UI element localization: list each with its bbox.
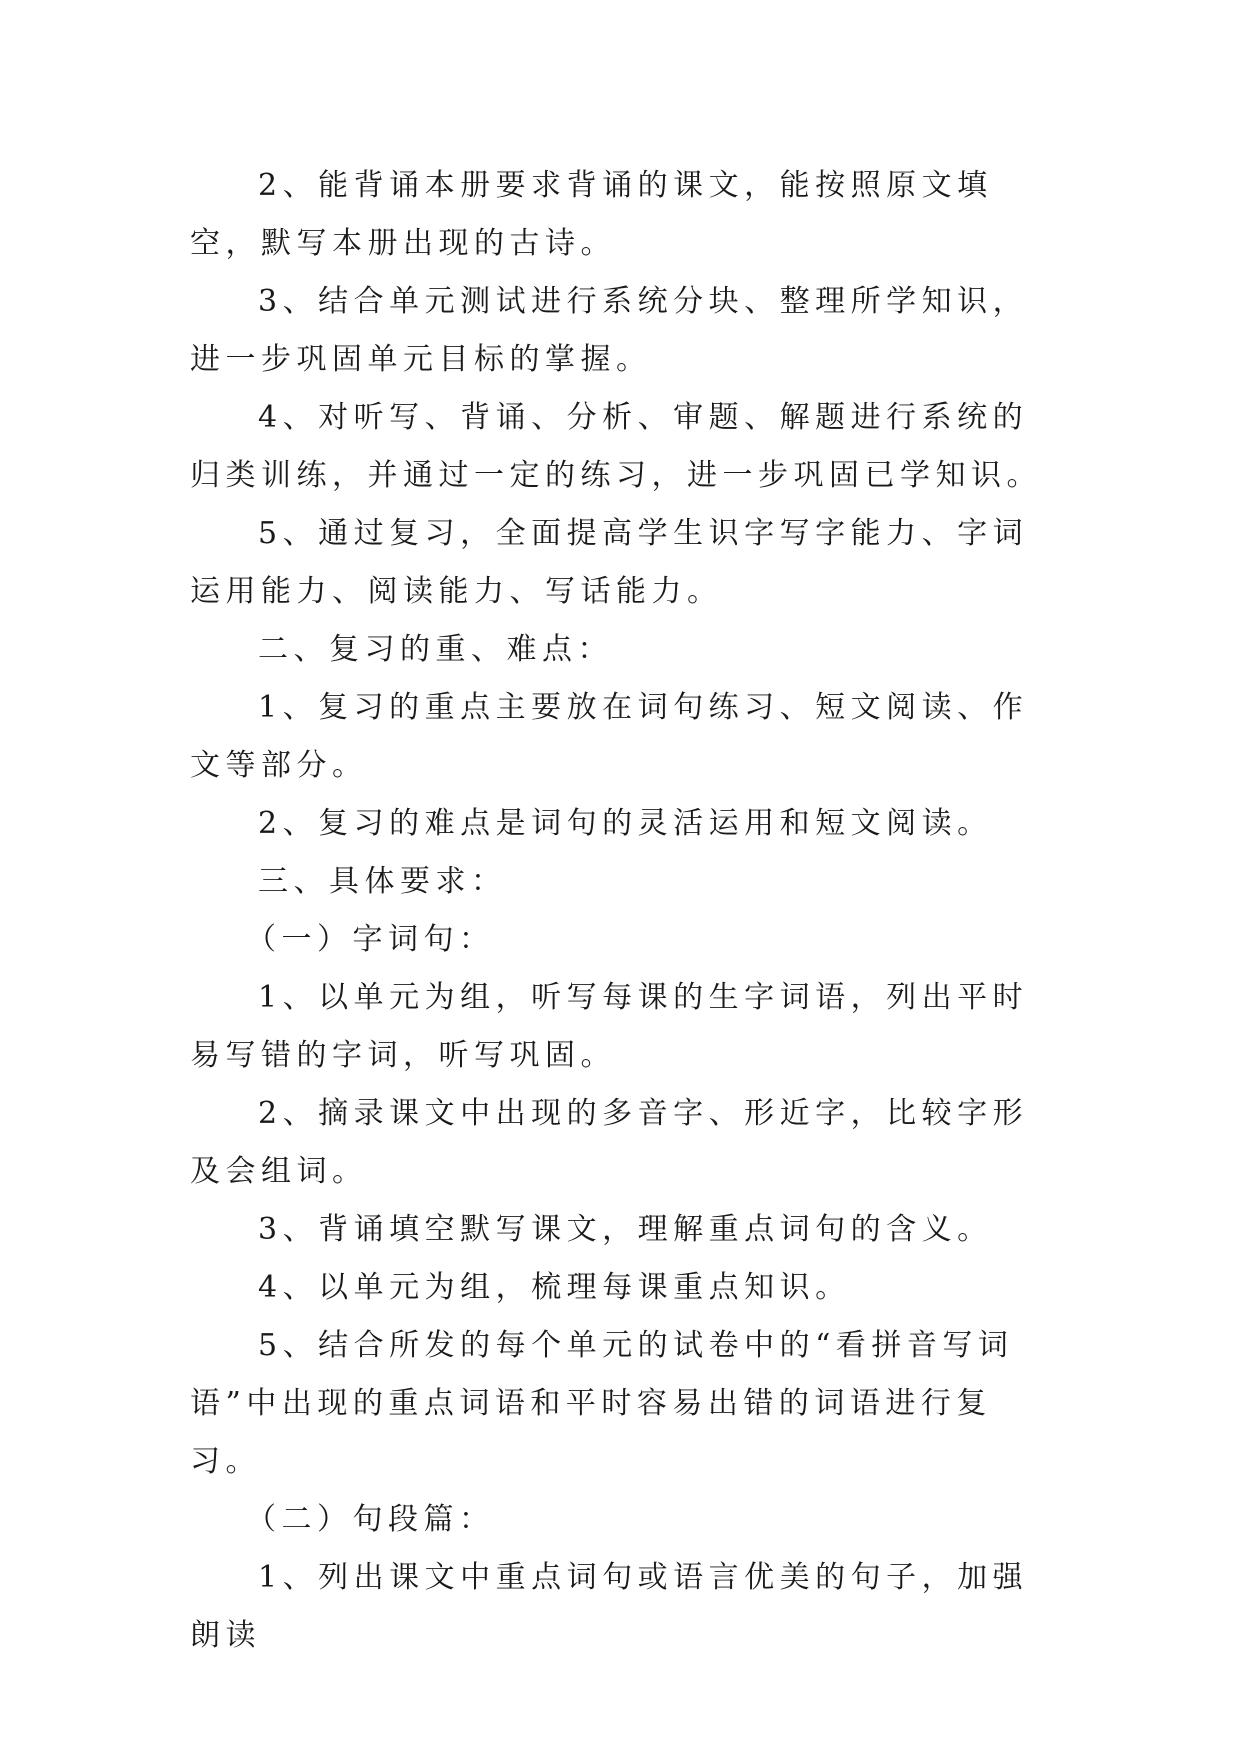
- paragraph-unit-knowledge: 4、以单元为组，梳理每课重点知识。: [258, 1270, 851, 1305]
- paragraph-training: 4、对听写、背诵、分析、审题、解题进行系统的归类训练，并通过一定的练习，进一步巩固已学知识。: [190, 400, 1042, 493]
- document-body: [190, 157, 1052, 1665]
- section-heading-requirements: 三、具体要求：: [258, 864, 507, 899]
- subsection-heading-sentences: （二）句段篇：: [246, 1502, 495, 1537]
- paragraph-difficult-point: 2、复习的难点是词句的灵活运用和短文阅读。: [258, 806, 993, 841]
- paragraph-unit-tests: 3、结合单元测试进行系统分块、整理所学知识，进一步巩固单元目标的掌握。: [190, 284, 1029, 377]
- paragraph-fill-blanks: 3、背诵填空默写课文，理解重点词句的含义。: [258, 1212, 993, 1247]
- paragraph-recite-texts: 2、能背诵本册要求背诵的课文，能按照原文填空，默写本册出现的古诗。: [190, 168, 993, 261]
- section-heading-key-points: 二、复习的重、难点：: [258, 632, 613, 667]
- paragraph-reading-aloud: 1、列出课文中重点词句或语言优美的句子，加强朗读: [190, 1560, 1029, 1653]
- paragraph-abilities: 5、通过复习，全面提高学生识字写字能力、字词运用能力、阅读能力、写话能力。: [190, 516, 1029, 609]
- subsection-heading-words: （一）字词句：: [246, 922, 495, 957]
- paragraph-test-papers: 5、结合所发的每个单元的试卷中的“看拼音写词语”中出现的重点词语和平时容易出错的词语进行复习。: [190, 1328, 1014, 1479]
- paragraph-key-point: 1、复习的重点主要放在词句练习、短文阅读、作文等部分。: [190, 690, 1029, 783]
- paragraph-polyphones: 2、摘录课文中出现的多音字、形近字，比较字形及会组词。: [190, 1096, 1029, 1189]
- paragraph-dictation: 1、以单元为组，听写每课的生字词语，列出平时易写错的字词，听写巩固。: [190, 980, 1029, 1073]
